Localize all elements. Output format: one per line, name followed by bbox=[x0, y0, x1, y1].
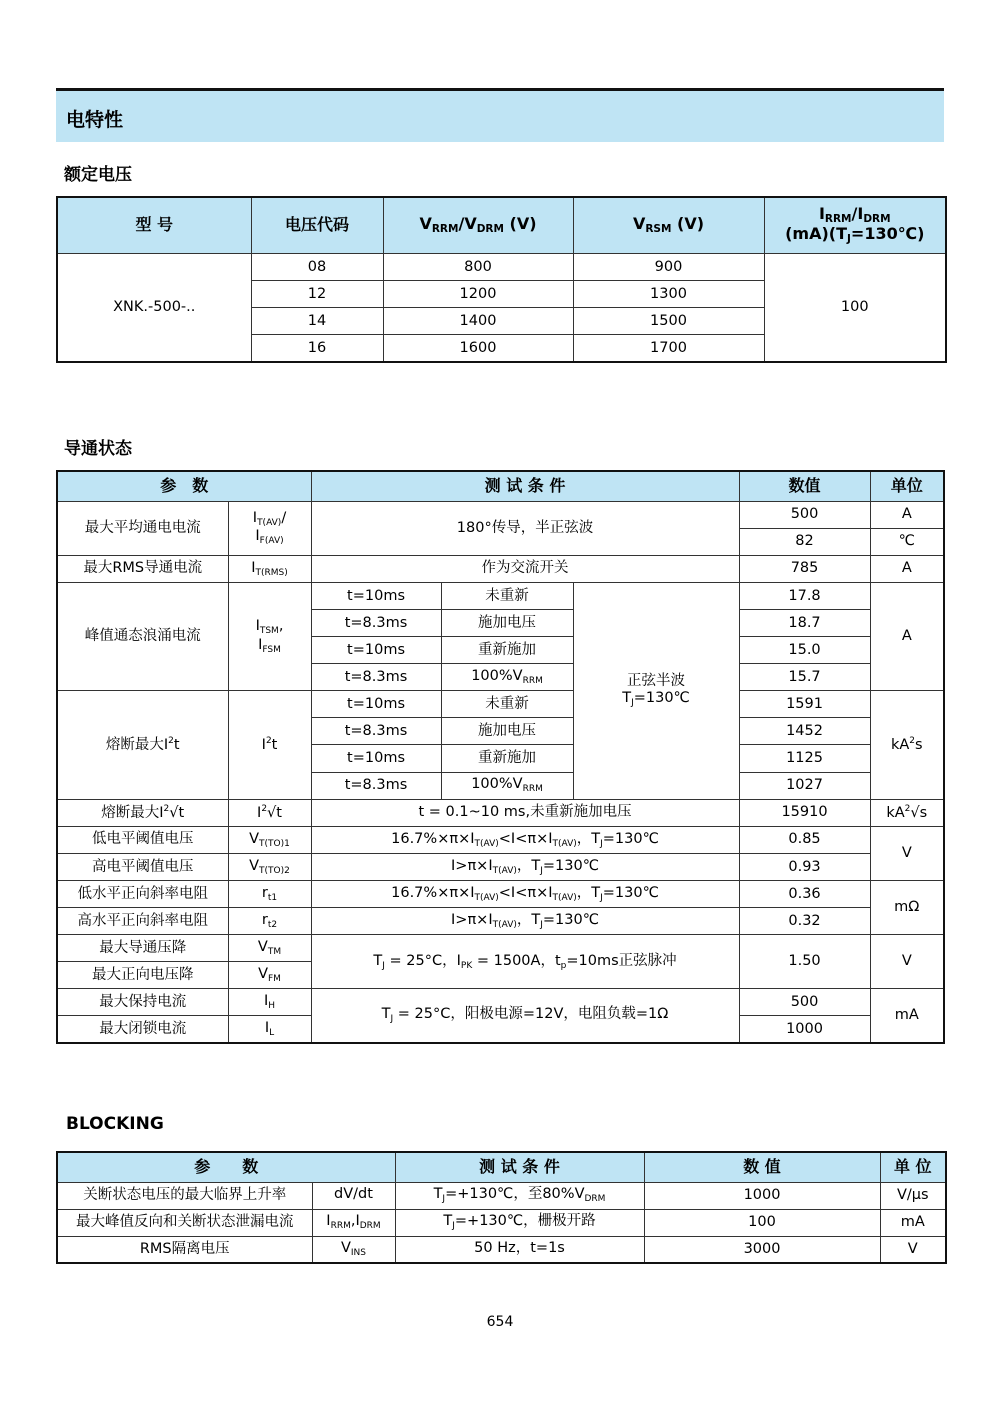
unit: V bbox=[870, 935, 944, 989]
time-condition: t=10ms bbox=[311, 691, 441, 718]
header-test-condition: 测 试 条 件 bbox=[311, 471, 739, 501]
table-row bbox=[57, 935, 944, 962]
table-row bbox=[57, 799, 944, 826]
vrsm-value: 900 bbox=[573, 253, 764, 280]
param-symbol: $I_L$ bbox=[228, 1016, 311, 1043]
value: 100 bbox=[644, 1209, 880, 1236]
reapply-condition: 重新施加 bbox=[441, 745, 573, 772]
value: 15.7 bbox=[739, 664, 870, 691]
param-symbol: $V_{TM}$ bbox=[228, 935, 311, 962]
rated-voltage-table bbox=[56, 196, 947, 363]
param-symbol: $V_{T(TO)1}$ bbox=[228, 826, 311, 853]
table-row bbox=[57, 908, 944, 935]
param-symbol: $V_{FM}$ bbox=[228, 962, 311, 989]
param-symbol: $I_H$ bbox=[228, 989, 311, 1016]
test-condition: 作为交流开关 bbox=[311, 555, 739, 582]
value: 1452 bbox=[739, 718, 870, 745]
header-parameter: 参 数 bbox=[57, 471, 311, 501]
value: 500 bbox=[739, 989, 870, 1016]
time-condition: t=8.3ms bbox=[311, 718, 441, 745]
value: 82 bbox=[739, 528, 870, 555]
param-symbol: $I_{TSM}$, $I_{FSM}$ bbox=[228, 582, 311, 690]
table-row bbox=[57, 555, 944, 582]
value: 0.93 bbox=[739, 853, 870, 880]
time-condition: t=10ms bbox=[311, 745, 441, 772]
header-unit: 单位 bbox=[870, 471, 944, 501]
section-title: 电特性 bbox=[66, 109, 124, 131]
param-symbol: $r_{t1}$ bbox=[228, 880, 311, 907]
param-name: 最大正向电压降 bbox=[57, 962, 228, 989]
voltage-code: 08 bbox=[251, 253, 383, 280]
table-row bbox=[57, 1182, 946, 1209]
table-row bbox=[57, 826, 944, 853]
param-symbol: $I^2√t$ bbox=[228, 799, 311, 826]
value: 1027 bbox=[739, 772, 870, 799]
reapply-condition: 重新施加 bbox=[441, 637, 573, 664]
table-row bbox=[57, 582, 944, 609]
param-name: 最大峰值反向和关断状态泄漏电流 bbox=[57, 1209, 312, 1236]
param-name: 关断状态电压的最大临界上升率 bbox=[57, 1182, 312, 1209]
value: 3000 bbox=[644, 1236, 880, 1263]
header-irrm-idrm: $I_{RRM}/I_{DRM}$ $(mA)(T_J=130℃)$ bbox=[764, 197, 946, 253]
test-condition: t = 0.1~10 ms,未重新施加电压 bbox=[311, 799, 739, 826]
header-voltage-code: 电压代码 bbox=[251, 197, 383, 253]
param-name: 高电平阈值电压 bbox=[57, 853, 228, 880]
section-header bbox=[56, 88, 944, 142]
value: 15910 bbox=[739, 799, 870, 826]
test-condition: 180°传导，半正弦波 bbox=[311, 501, 739, 555]
table-row bbox=[57, 989, 944, 1016]
param-name: 最大保持电流 bbox=[57, 989, 228, 1016]
time-condition: t=8.3ms bbox=[311, 772, 441, 799]
value: 500 bbox=[739, 501, 870, 528]
unit: A bbox=[870, 501, 944, 528]
irrm-value: 100 bbox=[764, 253, 946, 362]
test-condition: $16.7\%\times\pi\times I_{T(AV)}<I<\pi\times I_{T(AV)}$，$T_J=130℃$ bbox=[311, 826, 739, 853]
model-cell: XNK.-500-.. bbox=[57, 253, 251, 362]
value: 15.0 bbox=[739, 637, 870, 664]
param-name: 最大导通压降 bbox=[57, 935, 228, 962]
vrrm-value: 1400 bbox=[383, 308, 573, 335]
param-symbol: $I_{T(RMS)}$ bbox=[228, 555, 311, 582]
param-name: 高水平正向斜率电阻 bbox=[57, 908, 228, 935]
param-name: 最大RMS导通电流 bbox=[57, 555, 228, 582]
blocking-table bbox=[56, 1151, 947, 1264]
value: 785 bbox=[739, 555, 870, 582]
header-model: 型 号 bbox=[57, 197, 251, 253]
time-condition: t=8.3ms bbox=[311, 664, 441, 691]
value: 1591 bbox=[739, 691, 870, 718]
voltage-code: 12 bbox=[251, 280, 383, 307]
rated-voltage-heading: 额定电压 bbox=[64, 165, 132, 185]
param-name: 熔断最大$I^2t$ bbox=[57, 691, 228, 799]
on-state-table bbox=[56, 470, 945, 1044]
reapply-condition: $100\%V_{RRM}$ bbox=[441, 772, 573, 799]
test-condition: $I>\pi\times I_{T(AV)}$，$T_J=130℃$ bbox=[311, 908, 739, 935]
param-name: 最大平均通电电流 bbox=[57, 501, 228, 555]
param-symbol: $V_{T(TO)2}$ bbox=[228, 853, 311, 880]
on-state-heading: 导通状态 bbox=[64, 439, 132, 459]
voltage-code: 16 bbox=[251, 335, 383, 362]
header-parameter: 参 数 bbox=[57, 1152, 395, 1182]
unit: mΩ bbox=[870, 880, 944, 934]
unit: V bbox=[870, 826, 944, 880]
param-name: 低水平正向斜率电阻 bbox=[57, 880, 228, 907]
value: 0.36 bbox=[739, 880, 870, 907]
header-test-condition: 测 试 条 件 bbox=[395, 1152, 644, 1182]
vrrm-value: 1200 bbox=[383, 280, 573, 307]
header-unit: 单 位 bbox=[880, 1152, 946, 1182]
vrsm-value: 1500 bbox=[573, 308, 764, 335]
value: 1000 bbox=[739, 1016, 870, 1043]
header-value: 数值 bbox=[739, 471, 870, 501]
reapply-condition: 施加电压 bbox=[441, 609, 573, 636]
param-symbol: $I_{RRM},I_{DRM}$ bbox=[312, 1209, 395, 1236]
param-name: RMS隔离电压 bbox=[57, 1236, 312, 1263]
header-vrsm: $V_{RSM}$ (V) bbox=[573, 197, 764, 253]
header-value: 数 值 bbox=[644, 1152, 880, 1182]
reapply-condition: 施加电压 bbox=[441, 718, 573, 745]
unit: A bbox=[870, 582, 944, 690]
test-condition: $T_J=+130℃$，栅极开路 bbox=[395, 1209, 644, 1236]
time-condition: t=8.3ms bbox=[311, 609, 441, 636]
test-condition: $T_J = 25^\circ C$，$I_{PK} = 1500A$，$t_p=10ms$正弦脉冲 bbox=[311, 935, 739, 989]
sine-condition: 正弦半波 $T_J=130℃$ bbox=[573, 582, 739, 799]
value: 18.7 bbox=[739, 609, 870, 636]
table-row bbox=[57, 501, 944, 528]
param-symbol: dV/dt bbox=[312, 1182, 395, 1209]
vrsm-value: 1300 bbox=[573, 280, 764, 307]
table-row bbox=[57, 253, 946, 280]
unit: V/μs bbox=[880, 1182, 946, 1209]
unit: ℃ bbox=[870, 528, 944, 555]
param-symbol: $r_{t2}$ bbox=[228, 908, 311, 935]
param-name: 峰值通态浪涌电流 bbox=[57, 582, 228, 690]
reapply-condition: 未重新 bbox=[441, 691, 573, 718]
table-row bbox=[57, 880, 944, 907]
reapply-condition: $100\%V_{RRM}$ bbox=[441, 664, 573, 691]
value: 1.50 bbox=[739, 935, 870, 989]
unit: $kA^2√s$ bbox=[870, 799, 944, 826]
vrsm-value: 1700 bbox=[573, 335, 764, 362]
test-condition: $16.7\%\times\pi\times I_{T(AV)}<I<\pi\times I_{T(AV)}$，$T_J=130℃$ bbox=[311, 880, 739, 907]
param-symbol: $V_{INS}$ bbox=[312, 1236, 395, 1263]
param-name: 低电平阈值电压 bbox=[57, 826, 228, 853]
test-condition: 50 Hz，t=1s bbox=[395, 1236, 644, 1263]
time-condition: t=10ms bbox=[311, 637, 441, 664]
blocking-heading: BLOCKING bbox=[66, 1114, 164, 1134]
value: 1125 bbox=[739, 745, 870, 772]
unit: mA bbox=[880, 1209, 946, 1236]
table-row bbox=[57, 691, 944, 718]
voltage-code: 14 bbox=[251, 308, 383, 335]
param-name: 最大闭锁电流 bbox=[57, 1016, 228, 1043]
value: 0.85 bbox=[739, 826, 870, 853]
time-condition: t=10ms bbox=[311, 582, 441, 609]
table-row bbox=[57, 1209, 946, 1236]
vrrm-value: 800 bbox=[383, 253, 573, 280]
unit: V bbox=[880, 1236, 946, 1263]
value: 1000 bbox=[644, 1182, 880, 1209]
param-name: 熔断最大$I^2√t$ bbox=[57, 799, 228, 826]
value: 17.8 bbox=[739, 582, 870, 609]
param-symbol: $I^2t$ bbox=[228, 691, 311, 799]
table-row bbox=[57, 1236, 946, 1263]
table-row bbox=[57, 853, 944, 880]
test-condition: $I>\pi\times I_{T(AV)}$，$T_J=130℃$ bbox=[311, 853, 739, 880]
reapply-condition: 未重新 bbox=[441, 582, 573, 609]
test-condition: $T_J = 25^\circ C$，阳极电源=12V，电阻负载=1Ω bbox=[311, 989, 739, 1043]
value: 0.32 bbox=[739, 908, 870, 935]
unit: $kA^2s$ bbox=[870, 691, 944, 799]
test-condition: $T_J=+130℃$，至$80\%V_{DRM}$ bbox=[395, 1182, 644, 1209]
header-vrrm-vdrm: $V_{RRM}/V_{DRM}$ (V) bbox=[383, 197, 573, 253]
unit: mA bbox=[870, 989, 944, 1043]
page-number: 654 bbox=[486, 1314, 514, 1330]
param-symbol: $I_{T(AV)}/$ $I_{F(AV)}$ bbox=[228, 501, 311, 555]
vrrm-value: 1600 bbox=[383, 335, 573, 362]
unit: A bbox=[870, 555, 944, 582]
